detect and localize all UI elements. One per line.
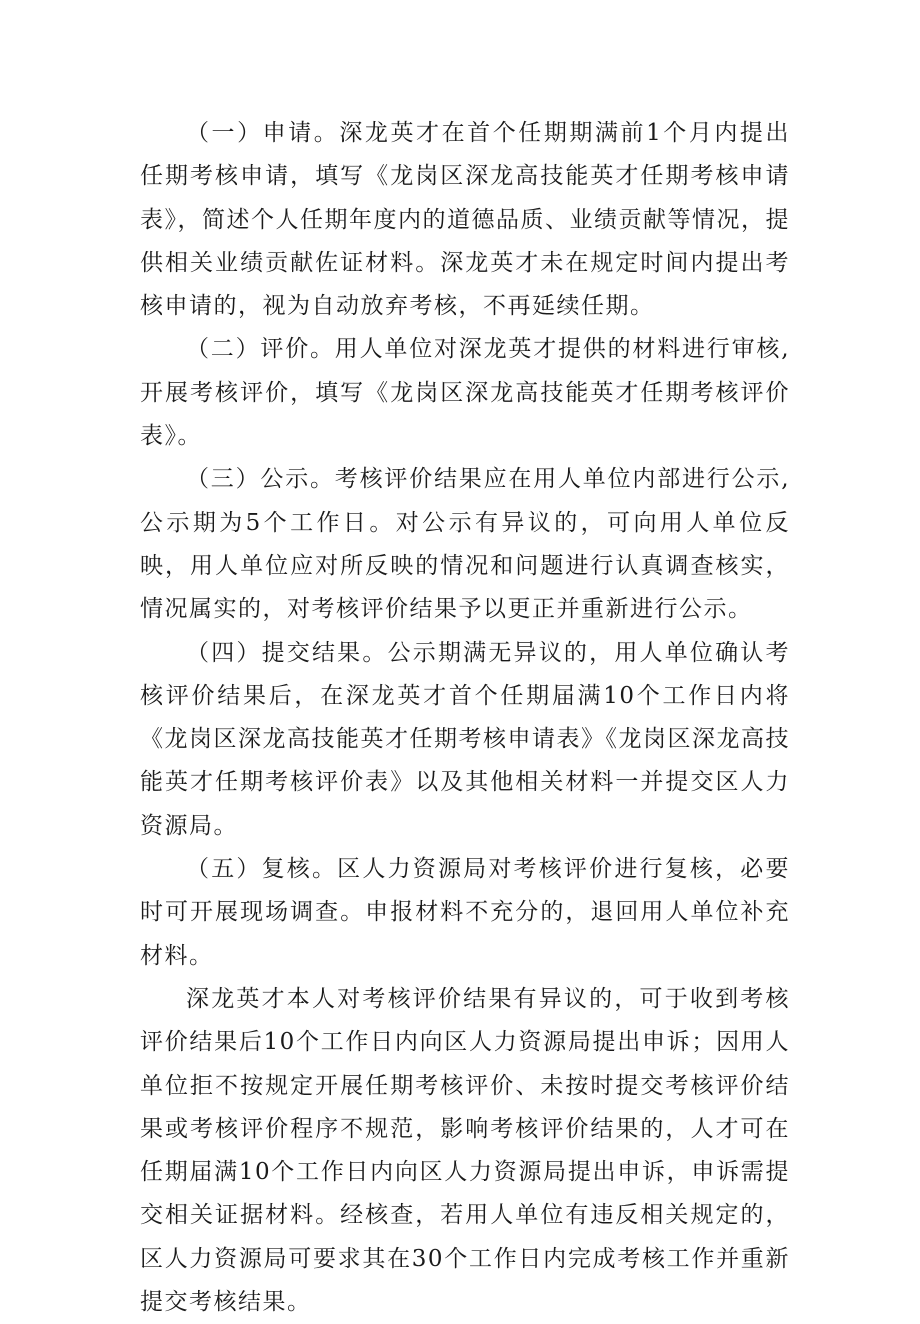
paragraph-publicity: （三）公示。考核评价结果应在用人单位内部进行公示,公示期为5个工作日。对公示有异议的，可向用人单位反映，用人单位应对所反映的情况和问题进行认真调查核实，情况属实的，对考核评价结果予以更正并重新进行公示。 [140,466,790,623]
paragraph-review: （五）复核。区人力资源局对考核评价进行复核，必要时可开展现场调查。申报材料不充分的，退回用人单位补充材料。 [140,856,790,969]
paragraph-evaluation: （二）评价。用人单位对深龙英才提供的材料进行审核,开展考核评价，填写《龙岗区深龙高技能英才任期考核评价表》。 [140,336,790,450]
paragraph-submit-results: （四）提交结果。公示期满无异议的，用人单位确认考核评价结果后，在深龙英才首个任期届满10个工作日内将《龙岗区深龙高技能英才任期考核申请表》《龙岗区深龙高技能英才任期考核评价表》以及其他相关材料一并提交区人力资源局。 [140,639,790,839]
document-body [140,112,790,1324]
paragraph-appeal: 深龙英才本人对考核评价结果有异议的，可于收到考核评价结果后10个工作日内向区人力资源局提出申诉；因用人单位拒不按规定开展任期考核评价、未按时提交考核评价结果或考核评价程序不规范，影响考核评价结果的，人才可在任期届满10个工作日内向区人力资源局提出申诉，申诉需提交相关证据材料。经核查，若用人单位有违反相关规定的，区人力资源局可要求其在30个工作日内完成考核工作并重新提交考核结果。 [140,985,790,1316]
paragraph-application: （一）申请。深龙英才在首个任期期满前1个月内提出任期考核申请，填写《龙岗区深龙高技能英才任期考核申请表》，简述个人任期年度内的道德品质、业绩贡献等情况，提供相关业绩贡献佐证材料。深龙英才未在规定时间内提出考核申请的，视为自动放弃考核，不再延续任期。 [140,120,790,320]
